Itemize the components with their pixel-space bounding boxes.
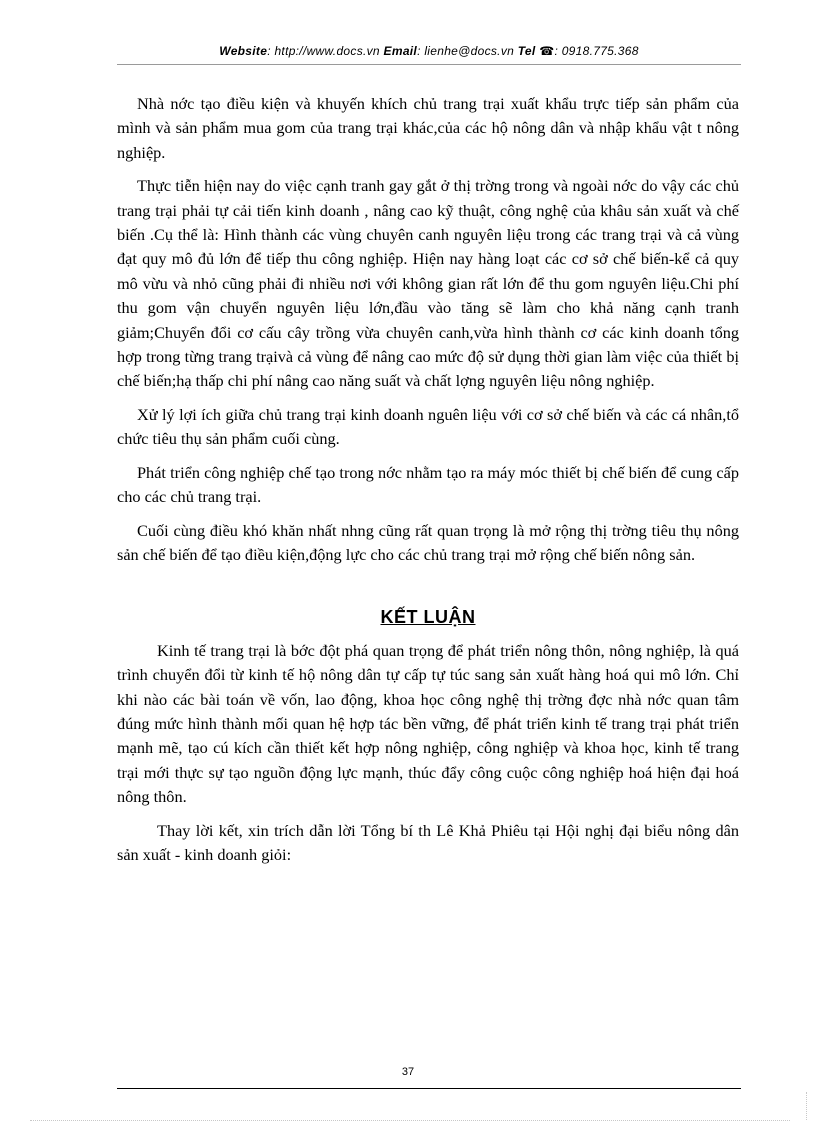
body-paragraph: Phát triển công nghiệp chế tạo trong nớc nhằm tạo ra máy móc thiết bị chế biến để cung cấp cho các chủ trang trại. bbox=[117, 462, 739, 507]
body-paragraph: Nhà nớc tạo điều kiện và khuyến khích chủ trang trại xuất khẩu trực tiếp sản phẩm của mình và sản phẩm mua gom của trang trại khác,của các hộ nông dân và nhập khẩu vật t nông nghiệp. bbox=[117, 94, 739, 162]
phone-icon: ☎ bbox=[539, 44, 555, 58]
email-value[interactable]: : lienhe@docs.vn bbox=[417, 44, 515, 58]
conclusion-heading: KẾT LUẬN bbox=[380, 607, 476, 628]
body-paragraph: Thực tiễn hiện nay do việc cạnh tranh gay gắt ở thị trờng trong và ngoài nớc do vậy các chủ trang trại phải tự cải tiến kinh doanh , nâng cao kỹ thuật, công nghệ của khâu sản xuất và chế biến .Cụ thể là: Hình thành các vùng chuyên canh nguyên liệu trong các trang trại và cả vùng đạt quy mô đủ lớn để tiếp thu công nghiệp. Hiện nay hàng loạt các cơ sở chế biến-kể cả quy mô vừu và nhỏ cũng phải đi nhiều nơi với không gian rất lớn để thu gom nguyên liệu.Chi phí thu gom vận chuyển nguyên liệu lớn,đầu vào tăng sẽ làm cho khả năng cạnh tranh giảm;Chuyển đổi cơ cấu cây trồng vừa chuyên canh,vừa hình thành cơ các kinh doanh tổng hợp trong từng trang trạivà cả vùng để nâng cao mức độ sử dụng thời gian làm việc của thiết bị chế biến;hạ thấp chi phí nâng cao năng suất và chất lợng nguyên liệu nông nghiệp. bbox=[117, 176, 739, 391]
header-divider bbox=[117, 64, 741, 65]
conclusion-paragraph: Thay lời kết, xin trích dẫn lời Tổng bí th Lê Khả Phiêu tại Hội nghị đại biểu nông dân sản xuất - kinh doanh giỏi: bbox=[117, 820, 739, 864]
page-edge-bottom bbox=[30, 1120, 790, 1121]
page-edge-right bbox=[806, 1092, 807, 1120]
body-paragraph: Xử lý lợi ích giữa chủ trang trại kinh doanh nguên liệu với cơ sở chế biến và các cá nhân,tổ chức tiêu thụ sản phẩm cuối cùng. bbox=[117, 404, 739, 449]
body-paragraph: Cuối cùng điều khó khăn nhất nhng cũng rất quan trọng là mở rộng thị trờng tiêu thụ nông sản chế biến để tạo điều kiện,động lực cho các chủ trang trại mở rộng chế biến nông sản. bbox=[117, 520, 739, 564]
email-label: Email bbox=[383, 44, 418, 58]
page-number: 37 bbox=[401, 1066, 415, 1078]
page-header bbox=[117, 44, 741, 58]
website-label: Website bbox=[219, 44, 268, 58]
page-content bbox=[117, 92, 739, 867]
tel-value: : 0918.775.368 bbox=[554, 44, 639, 58]
website-value[interactable]: : http://www.docs.vn bbox=[267, 44, 380, 58]
footer-divider bbox=[117, 1088, 741, 1089]
tel-label: Tel bbox=[517, 44, 536, 58]
conclusion-paragraph: Kinh tế trang trại là bớc đột phá quan trọng để phát triển nông thôn, nông nghiệp, là quá trình chuyển đổi từ kinh tế hộ nông dân tự cấp tự túc sang sản xuất hàng hoá qui mô lớn. Chỉ khi nào các bài toán về vốn, lao động, khoa học công nghệ thị trờng đợc nhà nớc quan tâm đúng mức hình thành mối quan hệ hợp tác bền vững, để phát triển kinh tế trang trại phát triển mạnh mẽ, tạo cú kích cần thiết kết hợp nông nghiệp, công nghiệp và khoa học, kinh tế trang trại mới thực sự tạo nguồn động lực mạnh, thúc đẩy công cuộc công nghiệp hoá hiện đại hoá nông thôn. bbox=[117, 640, 739, 807]
